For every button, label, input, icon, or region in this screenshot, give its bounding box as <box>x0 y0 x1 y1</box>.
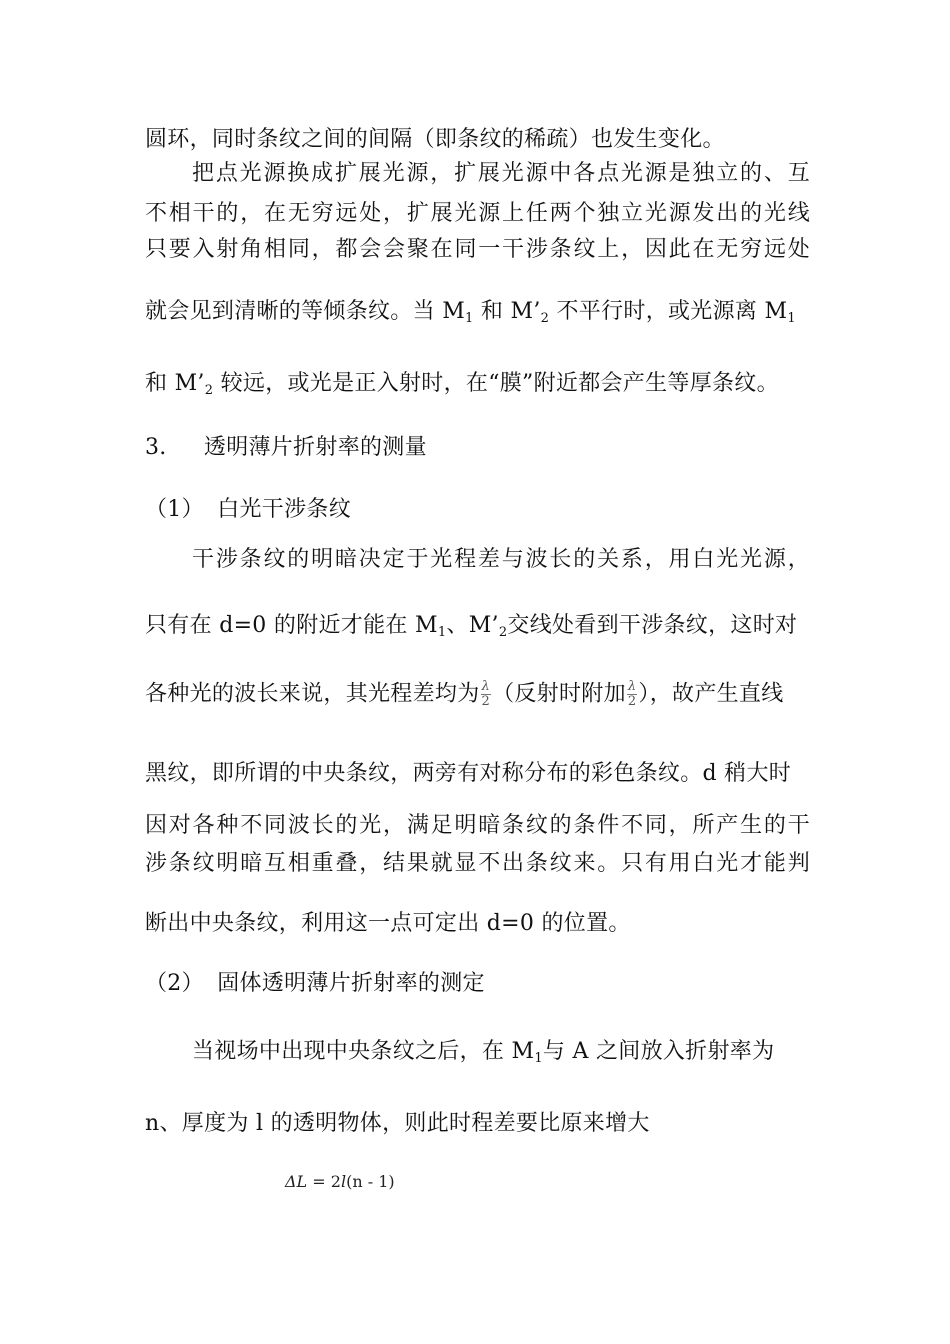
text-line: 不相干的，在无穷远处，扩展光源上任两个独立光源发出的光线 <box>145 201 810 226</box>
text-line: 只要入射角相同，都会会聚在同一干涉条纹上，因此在无穷远处 <box>145 237 810 262</box>
lambda-half-fraction: $\frac{\lambda}{2}$ <box>627 679 637 709</box>
text-line-with-fractions: 各种光的波长来说，其光程差均为 $\frac{\lambda}{2}$ （反射时附加 $\frac{\lambda}{2}$ ），故产生直线 <box>145 679 784 709</box>
subsection-number: （1） <box>145 497 204 522</box>
paragraph-start-line: 当视场中出现中央条纹之后，在 $M_1$与 A 之间放入折射率为 <box>192 1039 775 1066</box>
subsection-title: 白光干涉条纹 <box>217 497 352 522</box>
text-line: 圆环，同时条纹之间的间隔（即条纹的稀疏）也发生变化。 <box>145 127 725 152</box>
subsection-heading <box>145 496 810 524</box>
paragraph-start-line: 把点光源换成扩展光源，扩展光源中各点光源是独立的、互 <box>192 161 810 186</box>
section-title: 透明薄片折射率的测量 <box>203 435 427 460</box>
lambda-half-fraction: $\frac{\lambda}{2}$ <box>481 679 491 709</box>
path-difference-formula: ΔL = 2l(n - 1) <box>285 1172 395 1191</box>
text-line-with-subscripts: 和 $M’_2$ 较远，或光是正入射时，在“膜”附近都会产生等厚条纹。 <box>145 371 779 398</box>
subsection-number: （2） <box>145 971 204 996</box>
text-line-with-subscripts: 就会见到清晰的等倾条纹。当 $M_1$ 和 $M’_2$ 不平行时，或光源离 $M_1$ <box>145 299 796 326</box>
section-number: 3. <box>145 435 167 460</box>
text-line-with-subscripts: 只有在 d=0 的附近才能在 $M_1$、$M’_2$交线处看到干涉条纹，这时对 <box>145 613 798 640</box>
subsection-title: 固体透明薄片折射率的测定 <box>217 971 485 996</box>
text-line: 断出中央条纹，利用这一点可定出 d=0 的位置。 <box>145 911 631 936</box>
text-line: n、厚度为 l 的透明物体，则此时程差要比原来增大 <box>145 1111 650 1136</box>
text-line: 黑纹，即所谓的中央条纹，两旁有对称分布的彩色条纹。d 稍大时 <box>145 761 792 786</box>
subsection-heading <box>145 970 810 998</box>
paragraph-start-line: 干涉条纹的明暗决定于光程差与波长的关系，用白光光源， <box>192 547 810 572</box>
section-heading <box>145 434 810 462</box>
text-line: 因对各种不同波长的光，满足明暗条纹的条件不同，所产生的干 <box>145 813 810 838</box>
text-line: 涉条纹明暗互相重叠，结果就显不出条纹来。只有用白光才能判 <box>145 851 810 876</box>
